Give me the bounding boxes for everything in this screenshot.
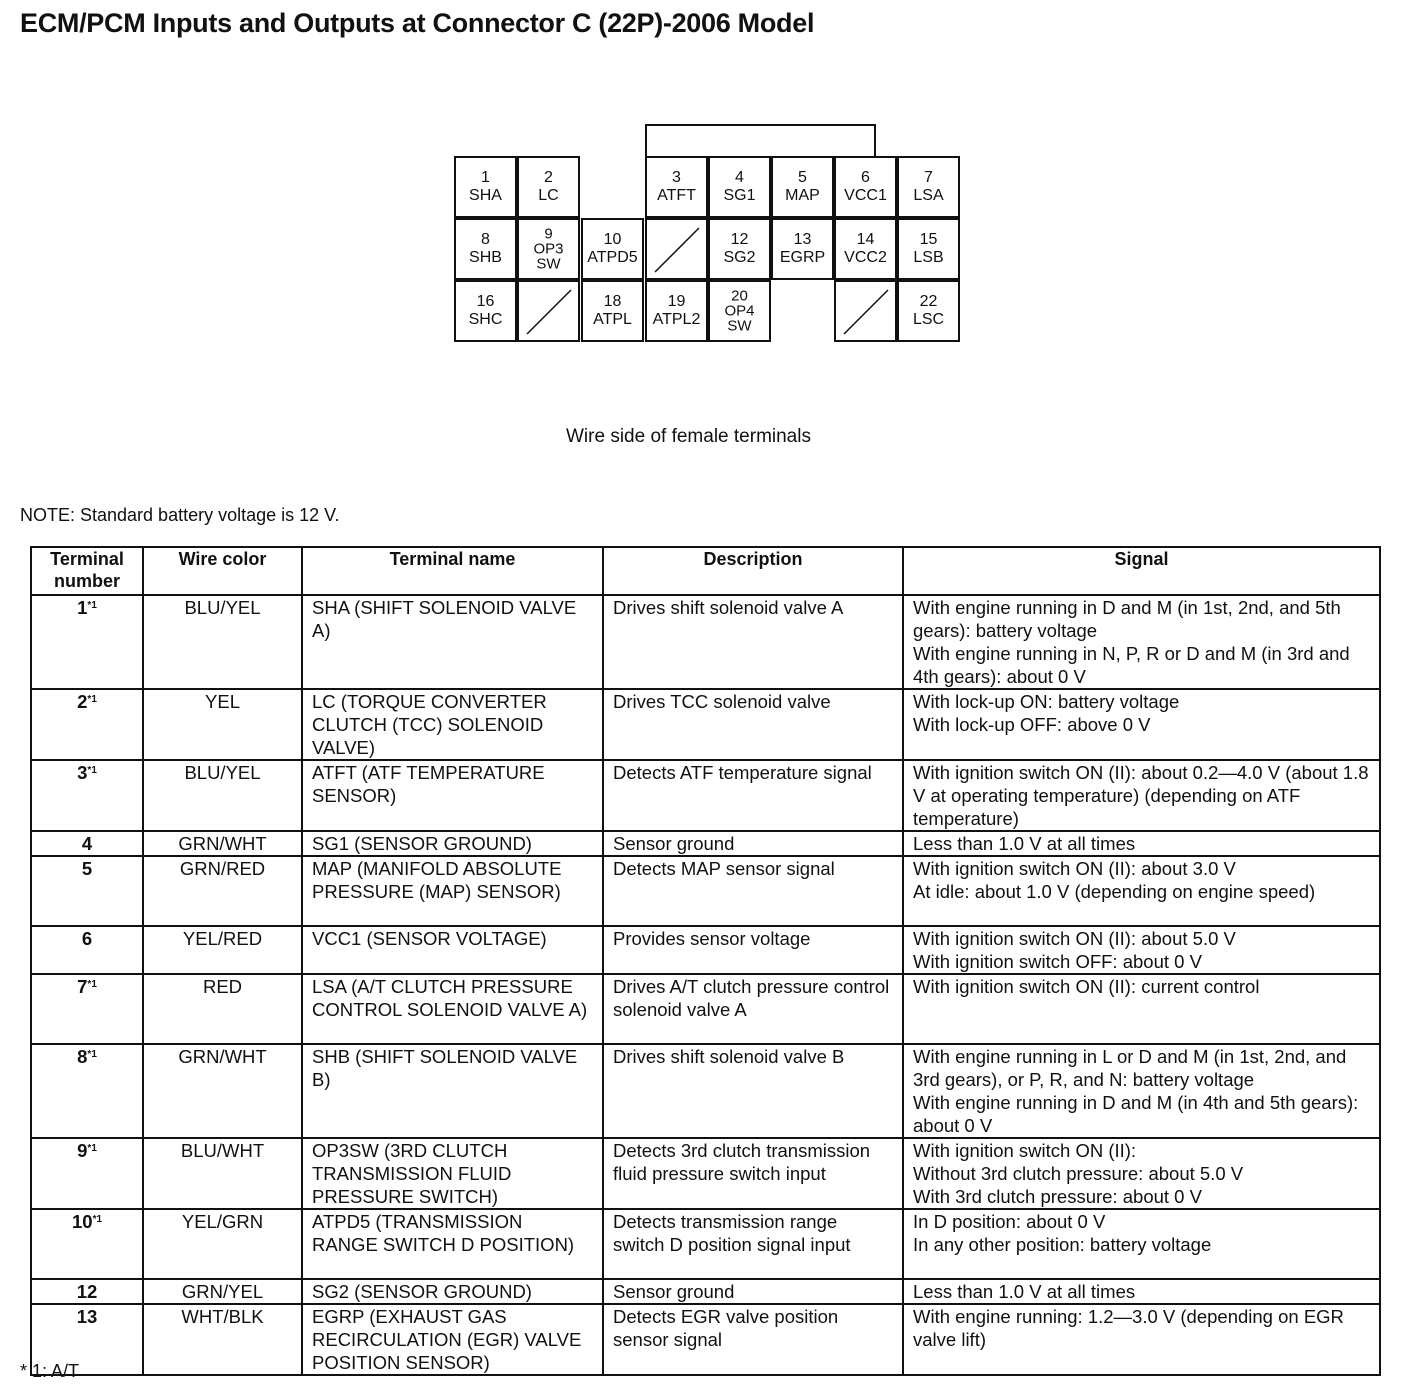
terminal-18: 18 ATPL — [581, 280, 644, 342]
terminal-19: 19 ATPL2 — [645, 280, 708, 342]
terminal-number: 10 — [71, 1211, 93, 1232]
terminal-4: 4 SG1 — [708, 156, 771, 218]
header-description: Description — [603, 547, 903, 595]
table-row — [31, 1138, 1380, 1209]
signal-line: With engine running in N, P, R or D and M (in 3rd and 4th gears): about 0 V — [913, 643, 1350, 687]
terminal-number: 12 — [76, 1281, 98, 1302]
signal-line: With ignition switch ON (II): current control — [913, 976, 1260, 997]
signal-cell — [903, 1304, 1380, 1375]
signal-cell — [903, 689, 1380, 760]
terminal-number-cell — [31, 689, 143, 760]
table-row — [31, 1044, 1380, 1138]
signal-line: With engine running in D and M (in 1st, 2nd, and 5th gears): battery voltage — [913, 597, 1341, 641]
header-terminal-number: Terminal number — [31, 547, 143, 595]
footnote-mark: *1 — [87, 694, 97, 705]
table-row — [31, 689, 1380, 760]
wire-color-cell: WHT/BLK — [143, 1304, 302, 1375]
terminal-number-cell — [31, 595, 143, 689]
description-cell: Drives shift solenoid valve A — [603, 595, 903, 689]
terminal-number-cell — [31, 1138, 143, 1209]
table-row — [31, 926, 1380, 974]
description-cell: Sensor ground — [603, 831, 903, 856]
signal-line: In any other position: battery voltage — [913, 1234, 1212, 1255]
footnote-mark: *1 — [87, 765, 97, 776]
signal-line: With lock-up ON: battery voltage — [913, 691, 1180, 712]
terminal-name-cell: SG1 (SENSOR GROUND) — [302, 831, 603, 856]
signal-line: Less than 1.0 V at all times — [913, 833, 1136, 854]
page-title: ECM/PCM Inputs and Outputs at Connector C (22P)-2006 Model — [20, 8, 815, 38]
signal-line: With lock-up OFF: above 0 V — [913, 714, 1151, 735]
footnote-mark: *1 — [87, 1049, 97, 1060]
description-cell: Detects 3rd clutch transmission fluid pressure switch input — [603, 1138, 903, 1209]
terminal-22: 22 LSC — [897, 280, 960, 342]
table-row — [31, 595, 1380, 689]
terminal-name-cell: ATFT (ATF TEMPERATURE SENSOR) — [302, 760, 603, 831]
terminal-number: 6 — [81, 928, 93, 949]
description-cell: Detects MAP sensor signal — [603, 856, 903, 926]
signal-line: With ignition switch ON (II): — [913, 1140, 1137, 1161]
terminal-number-cell — [31, 1044, 143, 1138]
terminal-name-cell: SHA (SHIFT SOLENOID VALVE A) — [302, 595, 603, 689]
signal-line: With ignition switch ON (II): about 5.0 V — [913, 928, 1236, 949]
terminal-number: 3 — [77, 762, 88, 783]
terminal-6: 6 VCC1 — [834, 156, 897, 218]
wire-color-cell: BLU/WHT — [143, 1138, 302, 1209]
signal-cell — [903, 831, 1380, 856]
terminal-number: 4 — [81, 833, 93, 854]
terminal-name-cell: LC (TORQUE CONVERTER CLUTCH (TCC) SOLENOID VALVE) — [302, 689, 603, 760]
table-row — [31, 1279, 1380, 1304]
terminal-number: 7 — [77, 976, 88, 997]
terminal-blank — [517, 280, 580, 342]
terminal-number-cell — [31, 1279, 143, 1304]
header-terminal-name: Terminal name — [302, 547, 603, 595]
table-row — [31, 1304, 1380, 1375]
voltage-note: NOTE: Standard battery voltage is 12 V. — [20, 505, 340, 525]
wire-color-cell: GRN/WHT — [143, 1044, 302, 1138]
wire-color-cell: GRN/RED — [143, 856, 302, 926]
terminal-1: 1 SHA — [454, 156, 517, 218]
terminal-7: 7 LSA — [897, 156, 960, 218]
terminal-name-cell: SG2 (SENSOR GROUND) — [302, 1279, 603, 1304]
terminal-number-cell — [31, 926, 143, 974]
signal-line: With ignition switch OFF: about 0 V — [913, 951, 1202, 972]
table-header-row — [31, 547, 1380, 595]
terminal-15: 15 LSB — [897, 218, 960, 280]
connector-diagram — [454, 124, 962, 348]
header-signal: Signal — [903, 547, 1380, 595]
terminal-number: 9 — [77, 1140, 88, 1161]
signal-line: Less than 1.0 V at all times — [913, 1281, 1136, 1302]
table-row — [31, 1209, 1380, 1279]
terminal-10: 10 ATPD5 — [581, 218, 644, 280]
terminal-number-cell — [31, 974, 143, 1044]
description-cell: Detects transmission range switch D position signal input — [603, 1209, 903, 1279]
signal-cell — [903, 595, 1380, 689]
signal-cell — [903, 856, 1380, 926]
terminal-number-cell — [31, 1209, 143, 1279]
terminal-name-cell: LSA (A/T CLUTCH PRESSURE CONTROL SOLENOID VALVE A) — [302, 974, 603, 1044]
footnote: * 1: A/T — [20, 1361, 80, 1381]
connector-latch — [645, 124, 876, 158]
signal-cell — [903, 1209, 1380, 1279]
signal-cell — [903, 926, 1380, 974]
terminal-blank — [834, 280, 897, 342]
footnote-mark: *1 — [87, 979, 97, 990]
signal-cell — [903, 974, 1380, 1044]
signal-line: At idle: about 1.0 V (depending on engine speed) — [913, 881, 1316, 902]
signal-line: In D position: about 0 V — [913, 1211, 1106, 1232]
description-cell: Sensor ground — [603, 1279, 903, 1304]
signal-cell — [903, 1279, 1380, 1304]
wire-color-cell: GRN/WHT — [143, 831, 302, 856]
terminal-number-cell — [31, 831, 143, 856]
terminal-number: 13 — [76, 1306, 98, 1327]
terminal-number: 2 — [77, 691, 88, 712]
signal-cell — [903, 760, 1380, 831]
footnote-mark: *1 — [87, 600, 97, 611]
terminal-number-cell — [31, 856, 143, 926]
signal-line: With ignition switch ON (II): about 0.2—4.0 V (about 1.8 V at operating temperature) (depending on ATF temperature) — [913, 762, 1369, 829]
signal-line: With ignition switch ON (II): about 3.0 V — [913, 858, 1236, 879]
description-cell: Drives TCC solenoid valve — [603, 689, 903, 760]
terminal-number: 5 — [81, 858, 93, 879]
wire-color-cell: BLU/YEL — [143, 760, 302, 831]
wire-color-cell: YEL/GRN — [143, 1209, 302, 1279]
signal-line: Without 3rd clutch pressure: about 5.0 V — [913, 1163, 1244, 1184]
description-cell: Drives A/T clutch pressure control solenoid valve A — [603, 974, 903, 1044]
signal-line: With engine running: 1.2—3.0 V (depending on EGR valve lift) — [913, 1306, 1344, 1350]
terminal-name-cell: OP3SW (3RD CLUTCH TRANSMISSION FLUID PRESSURE SWITCH) — [302, 1138, 603, 1209]
terminal-number-cell — [31, 760, 143, 831]
terminal-12: 12 SG2 — [708, 218, 771, 280]
header-wire-color: Wire color — [143, 547, 302, 595]
wire-color-cell: BLU/YEL — [143, 595, 302, 689]
terminal-8: 8 SHB — [454, 218, 517, 280]
table-row — [31, 856, 1380, 926]
terminal-number: 8 — [77, 1046, 88, 1067]
terminal-name-cell: ATPD5 (TRANSMISSION RANGE SWITCH D POSITION) — [302, 1209, 603, 1279]
terminal-5: 5 MAP — [771, 156, 834, 218]
terminal-9: 9 OP3 SW — [517, 218, 580, 280]
wire-color-cell: GRN/YEL — [143, 1279, 302, 1304]
terminal-name-cell: SHB (SHIFT SOLENOID VALVE B) — [302, 1044, 603, 1138]
table-row — [31, 760, 1380, 831]
terminal-name-cell: MAP (MANIFOLD ABSOLUTE PRESSURE (MAP) SENSOR) — [302, 856, 603, 926]
terminal-2: 2 LC — [517, 156, 580, 218]
description-cell: Detects EGR valve position sensor signal — [603, 1304, 903, 1375]
terminal-20: 20 OP4 SW — [708, 280, 771, 342]
footnote-mark: *1 — [87, 1143, 97, 1154]
terminal-16: 16 SHC — [454, 280, 517, 342]
io-table — [30, 546, 1381, 1376]
connector-caption: Wire side of female terminals — [566, 426, 811, 447]
signal-cell — [903, 1044, 1380, 1138]
description-cell: Provides sensor voltage — [603, 926, 903, 974]
description-cell: Detects ATF temperature signal — [603, 760, 903, 831]
table-row — [31, 831, 1380, 856]
wire-color-cell: YEL/RED — [143, 926, 302, 974]
terminal-name-cell: VCC1 (SENSOR VOLTAGE) — [302, 926, 603, 974]
signal-line: With engine running in L or D and M (in 1st, 2nd, and 3rd gears), or P, R, and N: battery voltage — [913, 1046, 1347, 1090]
terminal-name-cell: EGRP (EXHAUST GAS RECIRCULATION (EGR) VALVE POSITION SENSOR) — [302, 1304, 603, 1375]
terminal-3: 3 ATFT — [645, 156, 708, 218]
signal-line: With 3rd clutch pressure: about 0 V — [913, 1186, 1202, 1207]
table-row — [31, 974, 1380, 1044]
signal-cell — [903, 1138, 1380, 1209]
terminal-number: 1 — [77, 597, 88, 618]
terminal-13: 13 EGRP — [771, 218, 834, 280]
wire-color-cell: YEL — [143, 689, 302, 760]
wire-color-cell: RED — [143, 974, 302, 1044]
terminal-blank — [645, 218, 708, 280]
terminal-14: 14 VCC2 — [834, 218, 897, 280]
signal-line: With engine running in D and M (in 4th and 5th gears): about 0 V — [913, 1092, 1359, 1136]
description-cell: Drives shift solenoid valve B — [603, 1044, 903, 1138]
footnote-mark: *1 — [92, 1214, 103, 1225]
